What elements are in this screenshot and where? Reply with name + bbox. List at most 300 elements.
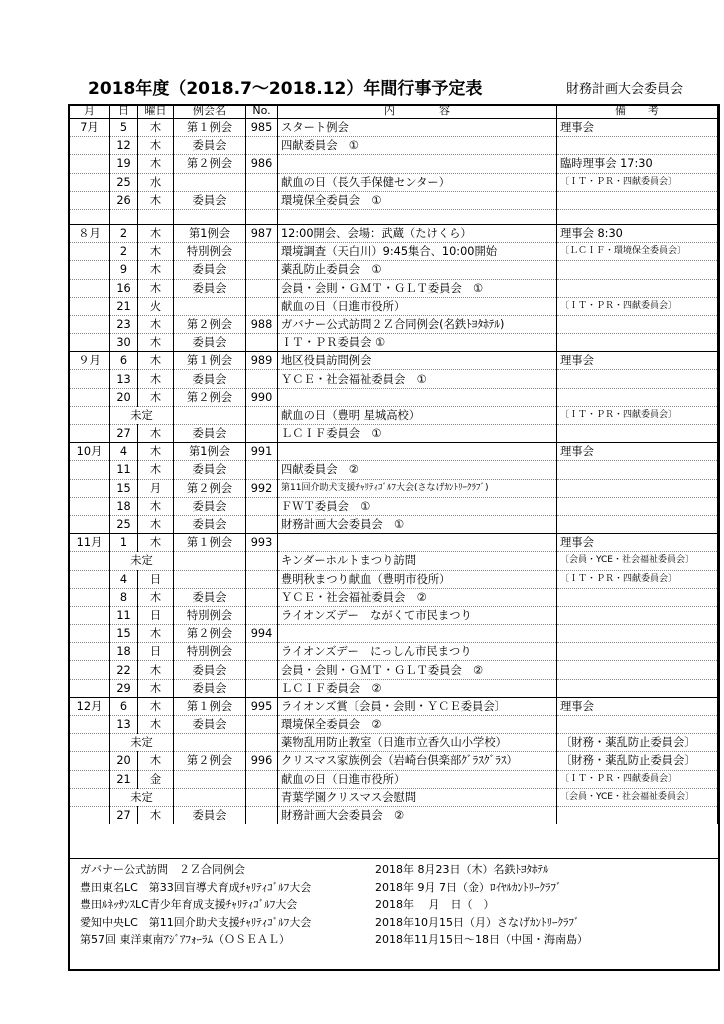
cell-day: [110, 209, 138, 224]
cell-remarks: 〔ＩＴ・ＰＲ・四献委員会〕: [557, 173, 718, 191]
cell-day: 29: [110, 679, 138, 697]
cell-content: [278, 388, 557, 406]
cell-remarks: 〔ＩＴ・ＰＲ・四献委員会〕: [557, 770, 718, 788]
cell-day: 11: [110, 461, 138, 479]
table-row: [70, 497, 718, 515]
cell-weekday: 水: [138, 173, 174, 191]
cell-content: キンダーホルトまつり訪問: [278, 552, 557, 570]
col-day: 日: [110, 104, 138, 119]
cell-weekday: 日: [138, 570, 174, 588]
cell-remarks: [557, 370, 718, 388]
cell-remarks: 〔ＩＴ・ＰＲ・四献委員会〕: [557, 297, 718, 315]
cell-meeting: 特別例会: [174, 643, 246, 661]
cell-meeting: 第２例会: [174, 625, 246, 643]
cell-content: ＩＴ・ＰＲ委員会 ①: [278, 334, 557, 352]
cell-meeting: 委員会: [174, 515, 246, 533]
cell-day: 21: [110, 770, 138, 788]
cell-weekday: 月: [138, 479, 174, 497]
cell-no: [246, 588, 278, 606]
table-row: [70, 534, 718, 552]
cell-month: [70, 625, 110, 643]
cell-meeting: 第１例会: [174, 697, 246, 715]
cell-no: [246, 643, 278, 661]
cell-remarks: [557, 315, 718, 333]
cell-month: [70, 261, 110, 279]
cell-no: [246, 806, 278, 824]
cell-remarks: 〔財務・薬乱防止委員会〕: [557, 734, 718, 752]
cell-remarks: 理事会: [557, 119, 718, 137]
cell-content: 会員・会則・ＧＭＴ・ＧＬＴ委員会 ①: [278, 279, 557, 297]
cell-no: [246, 406, 278, 424]
cell-content: 第11回介助犬支援ﾁｬﾘﾃｨｺﾞﾙﾌ大会(さなげｶﾝﾄﾘｰｸﾗﾌﾞ): [278, 479, 557, 497]
cell-weekday: 木: [138, 588, 174, 606]
cell-meeting: 委員会: [174, 334, 246, 352]
cell-weekday: 木: [138, 119, 174, 137]
cell-weekday: [138, 209, 174, 224]
cell-no: 992: [246, 479, 278, 497]
cell-remarks: [557, 625, 718, 643]
cell-no: [246, 173, 278, 191]
cell-day: 2: [110, 224, 138, 242]
cell-day: 20: [110, 752, 138, 770]
cell-meeting: 第1例会: [174, 443, 246, 461]
cell-month: [70, 461, 110, 479]
cell-no: 990: [246, 388, 278, 406]
table-row: [70, 606, 718, 624]
cell-remarks: [557, 479, 718, 497]
cell-content: ＹＣＥ・社会福祉委員会 ①: [278, 370, 557, 388]
cell-content: ライオンズ賞〔会員・会則・ＹＣＥ委員会〕: [278, 697, 557, 715]
cell-remarks: [557, 261, 718, 279]
cell-day: 4: [110, 443, 138, 461]
cell-content: 薬物乱用防止教室（日進市立香久山小学校）: [278, 734, 557, 752]
cell-no: [246, 279, 278, 297]
cell-meeting: 第２例会: [174, 155, 246, 173]
cell-month: [70, 734, 110, 752]
table-row: [70, 461, 718, 479]
cell-weekday: 木: [138, 388, 174, 406]
cell-content: 環境調査（天白川）9:45集合、10:00開始: [278, 243, 557, 261]
cell-month: [70, 643, 110, 661]
cell-day: 1: [110, 534, 138, 552]
cell-remarks: 理事会: [557, 534, 718, 552]
cell-remarks: 〔ＬＣＩＦ・環境保全委員会〕: [557, 243, 718, 261]
cell-month: ９月: [70, 352, 110, 370]
cell-weekday: 木: [138, 261, 174, 279]
cell-month: [70, 315, 110, 333]
table-row: [70, 119, 718, 137]
table-row: [70, 515, 718, 533]
cell-weekday: 木: [138, 370, 174, 388]
cell-month: [70, 406, 110, 424]
cell-weekday: 木: [138, 461, 174, 479]
cell-day: 未定: [110, 734, 174, 752]
cell-meeting: 委員会: [174, 425, 246, 443]
table-row: [70, 297, 718, 315]
cell-weekday: 日: [138, 643, 174, 661]
cell-remarks: 臨時理事会 17:30: [557, 155, 718, 173]
cell-content: ライオンズデー ながくて市民まつり: [278, 606, 557, 624]
cell-month: [70, 279, 110, 297]
cell-meeting: 委員会: [174, 461, 246, 479]
cell-no: [246, 552, 278, 570]
cell-month: [70, 788, 110, 806]
cell-day: 16: [110, 279, 138, 297]
cell-day: 18: [110, 497, 138, 515]
cell-remarks: 理事会: [557, 352, 718, 370]
cell-weekday: 木: [138, 352, 174, 370]
table-row: [70, 425, 718, 443]
cell-month: [70, 334, 110, 352]
cell-no: 988: [246, 315, 278, 333]
cell-weekday: 木: [138, 443, 174, 461]
cell-content: 四献委員会 ②: [278, 461, 557, 479]
footer-item: [80, 914, 580, 930]
cell-remarks: [557, 425, 718, 443]
cell-content: スタート例会: [278, 119, 557, 137]
cell-day: 26: [110, 191, 138, 209]
cell-remarks: 理事会 8:30: [557, 224, 718, 242]
cell-no: [246, 425, 278, 443]
cell-content: [278, 155, 557, 173]
cell-no: [246, 734, 278, 752]
cell-remarks: [557, 209, 718, 224]
cell-content: [278, 625, 557, 643]
cell-weekday: 木: [138, 279, 174, 297]
cell-content: 地区役員訪問例会: [278, 352, 557, 370]
table-row: [70, 788, 718, 806]
cell-weekday: 木: [138, 806, 174, 824]
cell-meeting: [174, 552, 246, 570]
cell-meeting: [174, 788, 246, 806]
cell-month: [70, 243, 110, 261]
table-row: [70, 806, 718, 824]
table-row: [70, 388, 718, 406]
cell-no: 993: [246, 534, 278, 552]
cell-meeting: [174, 734, 246, 752]
cell-month: [70, 388, 110, 406]
cell-no: [246, 297, 278, 315]
cell-weekday: 木: [138, 534, 174, 552]
cell-weekday: 木: [138, 243, 174, 261]
cell-meeting: 委員会: [174, 679, 246, 697]
cell-meeting: 委員会: [174, 191, 246, 209]
cell-month: [70, 297, 110, 315]
cell-weekday: 木: [138, 661, 174, 679]
cell-day: 2: [110, 243, 138, 261]
cell-remarks: [557, 191, 718, 209]
table-row: [70, 643, 718, 661]
cell-weekday: 木: [138, 697, 174, 715]
cell-day: 27: [110, 806, 138, 824]
cell-no: 986: [246, 155, 278, 173]
cell-meeting: 第1例会: [174, 224, 246, 242]
cell-weekday: 木: [138, 679, 174, 697]
cell-meeting: 第２例会: [174, 752, 246, 770]
cell-day: 20: [110, 388, 138, 406]
cell-day: 23: [110, 315, 138, 333]
cell-day: 15: [110, 625, 138, 643]
cell-content: 献血の日（豊明 星城高校）: [278, 406, 557, 424]
cell-no: [246, 243, 278, 261]
cell-content: ＬＣＩＦ委員会 ②: [278, 679, 557, 697]
table-row: [70, 770, 718, 788]
cell-remarks: [557, 588, 718, 606]
cell-content: 青葉学園クリスマス会慰問: [278, 788, 557, 806]
cell-content: [278, 443, 557, 461]
cell-remarks: [557, 279, 718, 297]
footer-item: [80, 879, 561, 895]
cell-month: [70, 370, 110, 388]
table-row: [70, 279, 718, 297]
cell-remarks: [557, 606, 718, 624]
col-month: 月: [70, 104, 110, 119]
cell-no: [246, 370, 278, 388]
cell-content: ＬＣＩＦ委員会 ①: [278, 425, 557, 443]
footer-item: [80, 896, 495, 912]
cell-no: 994: [246, 625, 278, 643]
cell-meeting: 委員会: [174, 137, 246, 155]
table-row: [70, 224, 718, 242]
cell-day: 6: [110, 697, 138, 715]
cell-weekday: 木: [138, 515, 174, 533]
footer-event-date: 2018年 9月 7日（金）ﾛｲﾔﾙｶﾝﾄﾘｰｸﾗﾌﾞ: [375, 880, 562, 894]
cell-content: 財務計画大会委員会 ①: [278, 515, 557, 533]
cell-meeting: 委員会: [174, 279, 246, 297]
cell-remarks: [557, 334, 718, 352]
cell-month: 12月: [70, 697, 110, 715]
cell-remarks: [557, 806, 718, 824]
footer-event-name: 愛知中央LC 第11回介助犬支援ﾁｬﾘﾃｨｺﾞﾙﾌ大会: [80, 915, 312, 929]
cell-month: [70, 606, 110, 624]
table-row: [70, 334, 718, 352]
cell-weekday: 木: [138, 497, 174, 515]
footer-event-date: 2018年11月15日～18日（中国・海南島）: [375, 933, 588, 946]
cell-weekday: 木: [138, 224, 174, 242]
cell-content: ＦＷＴ委員会 ①: [278, 497, 557, 515]
table-row: [70, 625, 718, 643]
cell-day: 未定: [110, 406, 174, 424]
table-row: [70, 261, 718, 279]
cell-month: [70, 425, 110, 443]
footer-event-name: 第57回 東洋東南ｱｼﾞｱﾌｫｰﾗﾑ（ＯＳＥＡＬ）: [80, 933, 290, 946]
footer-event-name: 豊田ﾙﾈｯｻﾝｽLC青少年育成支援ﾁｬﾘﾃｨｺﾞﾙﾌ大会: [80, 898, 298, 911]
cell-meeting: 委員会: [174, 261, 246, 279]
table-row: [70, 173, 718, 191]
cell-remarks: [557, 679, 718, 697]
cell-day: 13: [110, 370, 138, 388]
cell-month: [70, 570, 110, 588]
cell-weekday: 木: [138, 191, 174, 209]
cell-remarks: [557, 497, 718, 515]
cell-month: [70, 552, 110, 570]
cell-month: 7月: [70, 119, 110, 137]
cell-month: [70, 806, 110, 824]
cell-meeting: 委員会: [174, 370, 246, 388]
cell-meeting: 委員会: [174, 716, 246, 734]
cell-no: [246, 461, 278, 479]
cell-no: [246, 334, 278, 352]
cell-month: 10月: [70, 443, 110, 461]
table-row: [70, 716, 718, 734]
cell-meeting: 第２例会: [174, 388, 246, 406]
cell-remarks: [557, 461, 718, 479]
cell-no: [246, 191, 278, 209]
footer-item: [80, 861, 549, 877]
cell-weekday: 木: [138, 315, 174, 333]
cell-day: 25: [110, 173, 138, 191]
table-row: [70, 370, 718, 388]
cell-month: [70, 752, 110, 770]
cell-no: [246, 515, 278, 533]
col-no: No.: [246, 104, 278, 119]
footer-event-name: 豊田東名LC 第33回盲導犬育成ﾁｬﾘﾃｨｺﾞﾙﾌ大会: [80, 880, 312, 894]
table-row: [70, 552, 718, 570]
cell-day: 13: [110, 716, 138, 734]
cell-day: 27: [110, 425, 138, 443]
cell-no: [246, 497, 278, 515]
cell-day: 6: [110, 352, 138, 370]
cell-month: 11月: [70, 534, 110, 552]
cell-remarks: 理事会: [557, 697, 718, 715]
table-row: [70, 315, 718, 333]
table-row: [70, 570, 718, 588]
cell-day: 9: [110, 261, 138, 279]
cell-meeting: 第１例会: [174, 119, 246, 137]
cell-meeting: 委員会: [174, 661, 246, 679]
cell-day: 22: [110, 661, 138, 679]
table-row: [70, 697, 718, 715]
cell-month: [70, 497, 110, 515]
col-weekday: 曜日: [138, 104, 174, 119]
table-row: [70, 155, 718, 173]
cell-remarks: 理事会: [557, 443, 718, 461]
cell-day: 5: [110, 119, 138, 137]
cell-no: [246, 770, 278, 788]
table-row: [70, 679, 718, 697]
cell-no: [246, 716, 278, 734]
cell-month: ８月: [70, 224, 110, 242]
cell-day: 30: [110, 334, 138, 352]
cell-day: 8: [110, 588, 138, 606]
committee-name: 財務計画大会委員会: [566, 82, 684, 97]
cell-meeting: 第１例会: [174, 534, 246, 552]
cell-meeting: 第１例会: [174, 352, 246, 370]
cell-meeting: [174, 173, 246, 191]
footer-events: [69, 858, 719, 970]
cell-content: 会員・会則・ＧＭＴ・ＧＬＴ委員会 ②: [278, 661, 557, 679]
cell-meeting: 委員会: [174, 497, 246, 515]
table-row: [70, 352, 718, 370]
cell-weekday: 木: [138, 425, 174, 443]
cell-month: [70, 515, 110, 533]
cell-meeting: 委員会: [174, 806, 246, 824]
header-row: [70, 104, 718, 119]
cell-no: [246, 679, 278, 697]
cell-weekday: 木: [138, 752, 174, 770]
cell-content: 薬乱防止委員会 ①: [278, 261, 557, 279]
cell-no: [246, 209, 278, 224]
cell-no: 987: [246, 224, 278, 242]
cell-month: [70, 716, 110, 734]
cell-content: ライオンズデー にっしん市民まつり: [278, 643, 557, 661]
cell-meeting: [174, 770, 246, 788]
col-remarks: 備 考: [557, 104, 718, 119]
cell-remarks: [557, 137, 718, 155]
cell-no: 989: [246, 352, 278, 370]
cell-remarks: 〔ＩＴ・ＰＲ・四献委員会〕: [557, 406, 718, 424]
cell-meeting: 第２例会: [174, 315, 246, 333]
cell-no: [246, 261, 278, 279]
cell-content: 環境保全委員会 ①: [278, 191, 557, 209]
cell-month: [70, 679, 110, 697]
cell-meeting: 特別例会: [174, 243, 246, 261]
table-row: [70, 588, 718, 606]
table-row: [70, 137, 718, 155]
cell-no: [246, 661, 278, 679]
cell-content: ガバナー公式訪問２Ｚ合同例会(名鉄ﾄﾖﾀﾎﾃﾙ): [278, 315, 557, 333]
cell-content: 献血の日（長久手保健センター）: [278, 173, 557, 191]
cell-no: [246, 570, 278, 588]
table-row: [70, 443, 718, 461]
table-row: [70, 479, 718, 497]
cell-content: [278, 534, 557, 552]
cell-remarks: [557, 716, 718, 734]
table-row: [70, 243, 718, 261]
cell-remarks: 〔会員・YCE・社会福祉委員会〕: [557, 788, 718, 806]
cell-weekday: 火: [138, 297, 174, 315]
cell-no: [246, 788, 278, 806]
cell-remarks: [557, 388, 718, 406]
col-content: 内 容: [278, 104, 557, 119]
cell-day: 11: [110, 606, 138, 624]
cell-month: [70, 588, 110, 606]
cell-weekday: 木: [138, 334, 174, 352]
cell-remarks: [557, 661, 718, 679]
cell-weekday: 木: [138, 625, 174, 643]
cell-remarks: [557, 515, 718, 533]
table-row: [70, 752, 718, 770]
cell-meeting: [174, 297, 246, 315]
cell-meeting: [174, 406, 246, 424]
cell-month: [70, 155, 110, 173]
cell-month: [70, 173, 110, 191]
schedule-table: [69, 104, 718, 824]
cell-day: 15: [110, 479, 138, 497]
cell-content: クリスマス家族例会（岩崎台倶楽部ｸﾞﾗｽｸﾞﾗｽ）: [278, 752, 557, 770]
cell-no: 985: [246, 119, 278, 137]
cell-day: 12: [110, 137, 138, 155]
table-row: [70, 406, 718, 424]
cell-content: 献血の日（日進市役所）: [278, 297, 557, 315]
col-meeting: 例会名: [174, 104, 246, 119]
cell-remarks: 〔会員・YCE・社会福祉委員会〕: [557, 552, 718, 570]
footer-event-name: ガバナー公式訪問 ２Ｚ合同例会: [80, 863, 245, 876]
cell-meeting: [174, 209, 246, 224]
cell-day: 4: [110, 570, 138, 588]
footer-event-date: 2018年 月 日（ ）: [375, 898, 495, 911]
cell-content: 献血の日（日進市役所）: [278, 770, 557, 788]
cell-meeting: 第２例会: [174, 479, 246, 497]
cell-content: 環境保全委員会 ②: [278, 716, 557, 734]
footer-event-date: 2018年 8月23日（木）名鉄ﾄﾖﾀﾎﾃﾙ: [375, 863, 549, 876]
table-row: [70, 734, 718, 752]
cell-day: 25: [110, 515, 138, 533]
cell-remarks: 〔財務・薬乱防止委員会〕: [557, 752, 718, 770]
cell-content: [278, 209, 557, 224]
cell-day: 19: [110, 155, 138, 173]
cell-month: [70, 770, 110, 788]
